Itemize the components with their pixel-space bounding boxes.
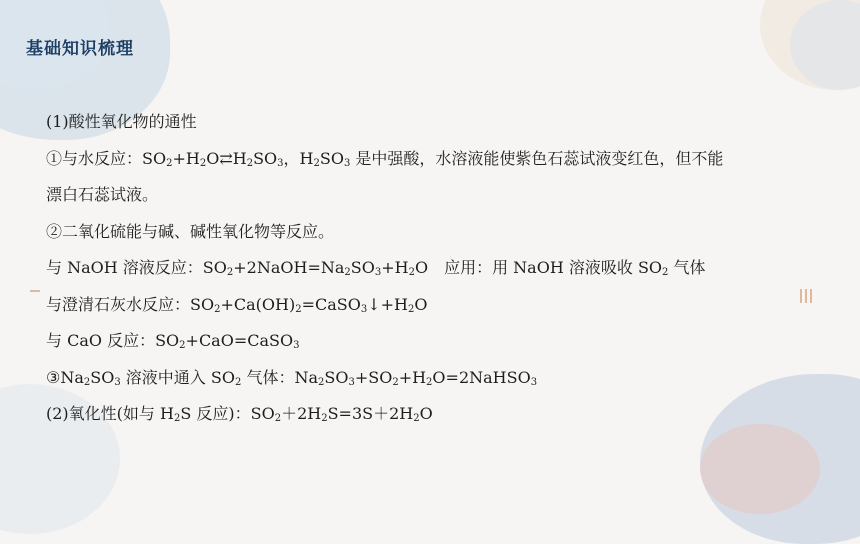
text-run: +H — [381, 258, 409, 277]
text-run: +H — [172, 148, 200, 168]
text-run: O⇄H — [206, 148, 247, 168]
text-run: O 应用：用 NaOH 溶液吸收 SO — [414, 258, 663, 277]
subscript: 2 — [321, 413, 328, 424]
text-run: SO — [319, 148, 344, 168]
note-line — [46, 141, 836, 178]
subscript: 2 — [313, 157, 320, 169]
subscript: 2 — [426, 376, 433, 388]
text-run: ②二氧化硫能与碱、碱性氧化物等反应。 — [46, 221, 335, 241]
text-run: 与澄清石灰水反应：SO — [46, 294, 215, 314]
text-run: O — [414, 294, 428, 314]
subscript: 2 — [234, 376, 242, 388]
text-run: SO — [350, 258, 375, 277]
subscript: 2 — [408, 267, 415, 278]
subscript: 3 — [348, 376, 355, 388]
text-run: S=3S＋2H — [327, 404, 414, 423]
subscript: 3 — [114, 376, 121, 388]
subscript: 2 — [408, 303, 415, 315]
subscript: 3 — [277, 157, 284, 169]
subscript: 2 — [173, 413, 181, 424]
subscript: 2 — [413, 413, 420, 424]
text-run: (2)氧化性(如与 H — [46, 404, 174, 423]
subscript: 2 — [392, 376, 399, 388]
subscript: 2 — [246, 157, 254, 169]
text-run: ，H — [283, 148, 314, 168]
note-line — [46, 214, 836, 251]
note-line — [46, 323, 836, 360]
subscript: 2 — [83, 376, 91, 388]
text-run: SO — [324, 367, 349, 387]
note-line — [46, 104, 836, 141]
subscript: 3 — [343, 157, 351, 169]
text-run: (1)酸性氧化物的通性 — [46, 112, 197, 131]
notes-content — [46, 104, 836, 433]
text-run: ↓+H — [367, 294, 408, 314]
text-run: 与 NaOH 溶液反应：SO — [46, 258, 227, 277]
text-run: 与 CaO 反应：SO — [46, 331, 180, 350]
subscript: 2 — [214, 303, 221, 315]
subscript: 2 — [166, 157, 173, 169]
text-run: ③Na — [46, 367, 84, 387]
subscript: 2 — [274, 413, 282, 424]
text-run: 气体：Na — [241, 367, 318, 387]
subscript: 2 — [226, 267, 234, 278]
note-line — [46, 396, 836, 433]
note-line — [46, 360, 836, 397]
note-line — [46, 177, 836, 214]
subscript: 2 — [179, 340, 186, 351]
text-run: ＋2H — [281, 404, 322, 423]
text-run: S 反应)：SO — [180, 404, 275, 423]
note-line — [46, 287, 836, 324]
subscript: 2 — [199, 157, 207, 169]
text-run: SO — [90, 367, 115, 387]
text-run: O=2NaHSO — [432, 367, 531, 387]
subscript: 2 — [318, 376, 325, 388]
text-run: =CaSO — [301, 294, 361, 314]
page-title: 基础知识梳理 — [26, 39, 134, 59]
text-run: 溶液中通入 SO — [120, 367, 235, 387]
text-run: O — [419, 404, 433, 423]
text-run: 漂白石蕊试液。 — [46, 185, 159, 204]
text-run: ①与水反应：SO — [46, 148, 167, 168]
subscript: 3 — [293, 340, 300, 351]
text-run: +SO — [354, 367, 393, 387]
subscript: 3 — [530, 376, 538, 388]
text-run: 是中强酸，水溶液能使紫色石蕊试液变红色，但不能 — [350, 148, 724, 168]
decorative-blob — [700, 424, 820, 514]
subscript: 2 — [344, 267, 351, 278]
text-run: +CaO=CaSO — [185, 331, 294, 350]
decorative-dash — [30, 290, 40, 292]
note-line — [46, 250, 836, 287]
text-run: 气体 — [668, 258, 706, 277]
text-run: +2NaOH=Na — [233, 258, 345, 277]
text-run: SO — [253, 148, 278, 168]
subscript: 2 — [295, 303, 302, 315]
subscript: 3 — [374, 267, 382, 278]
text-run: +Ca(OH) — [220, 294, 296, 314]
subscript: 3 — [360, 303, 368, 315]
subscript: 2 — [662, 267, 669, 278]
text-run: +H — [398, 367, 427, 387]
